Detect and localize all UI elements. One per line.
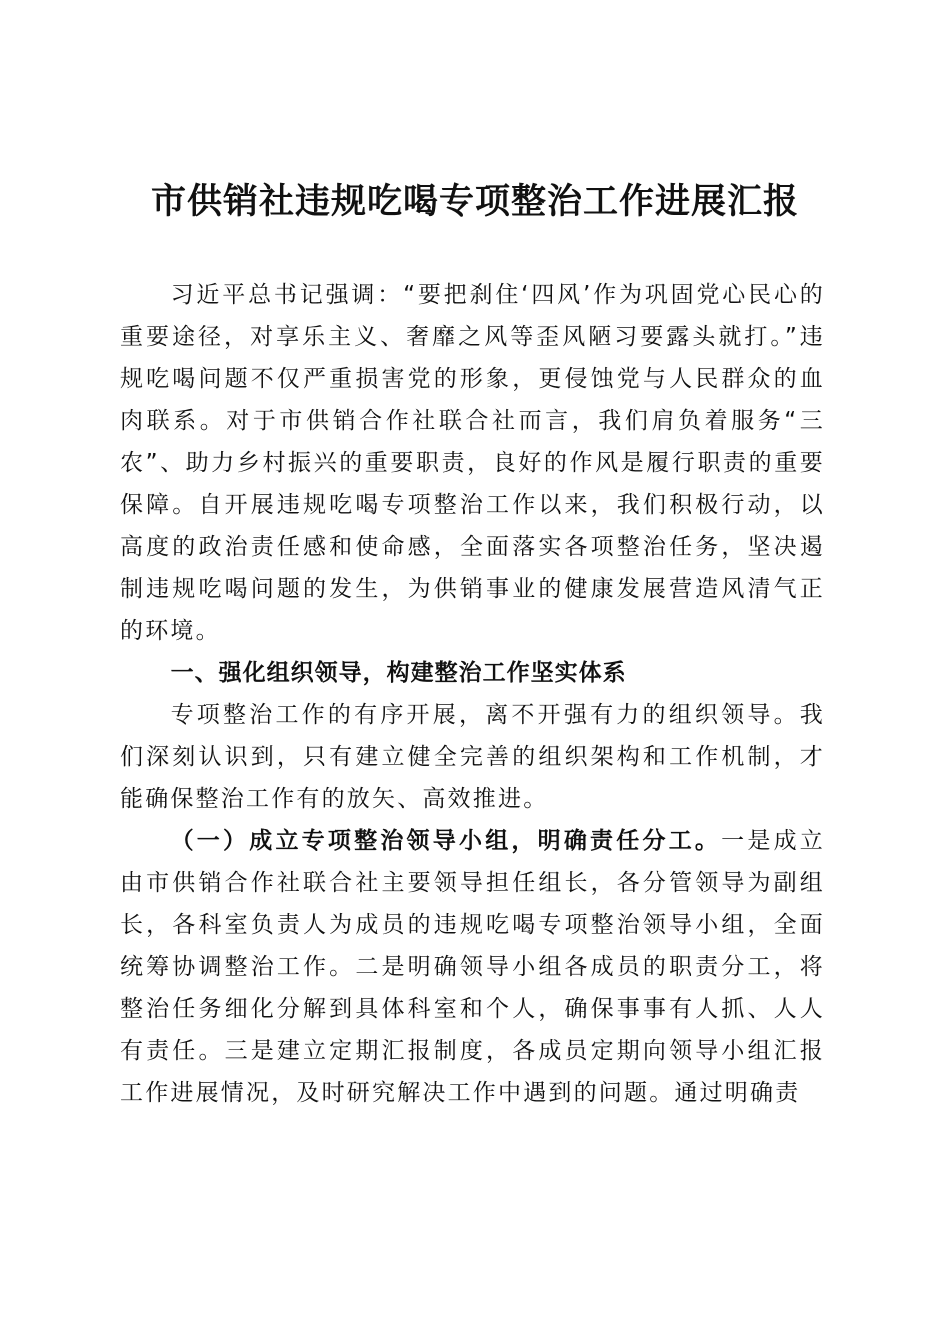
intro-paragraph: 习近平总书记强调：“要把刹住‘四风’作为巩固党心民心的重要途径，对享乐主义、奢靡之风等歪风陋习要露头就打。”违规吃喝问题不仅严重损害党的形象，更侵蚀党与人民群众的血肉联系。对于市供销合作社联合社而言，我们肩负着服务“三农”、助力乡村振兴的重要职责，良好的作风是履行职责的重要保障。自开展违规吃喝专项整治工作以来，我们积极行动，以高度的政治责任感和使命感，全面落实各项整治任务，坚决遏制违规吃喝问题的发生，为供销事业的健康发展营造风清气正的环境。: [120, 282, 826, 644]
subsection-1-text: 一是成立由市供销合作社联合社主要领导担任组长，各分管领导为副组长，各科室负责人为成员的违规吃喝专项整治领导小组，全面统筹协调整治工作。二是明确领导小组各成员的职责分工，将整治任务细化分解到具体科室和个人，确保事事有人抓、人人有责任。三是建立定期汇报制度，各成员定期向领导小组汇报工作进展情况，及时研究解决工作中遇到的问题。通过明确责: [120, 828, 825, 1106]
subsection-1-lead: （一）成立专项整治领导小组，明确责任分工。: [170, 828, 722, 854]
document-title: 市供销社违规吃喝专项整治工作进展汇报: [150, 181, 799, 222]
section-1-paragraph: 专项整治工作的有序开展，离不开强有力的组织领导。我们深刻认识到，只有建立健全完善的组织架构和工作机制，才能确保整治工作有的放矢、高效推进。: [120, 702, 825, 812]
subsection-1-paragraph: [120, 820, 825, 1114]
section-1-heading: 一、强化组织领导，构建整治工作坚实体系: [170, 660, 627, 686]
document-body: [120, 274, 825, 1114]
